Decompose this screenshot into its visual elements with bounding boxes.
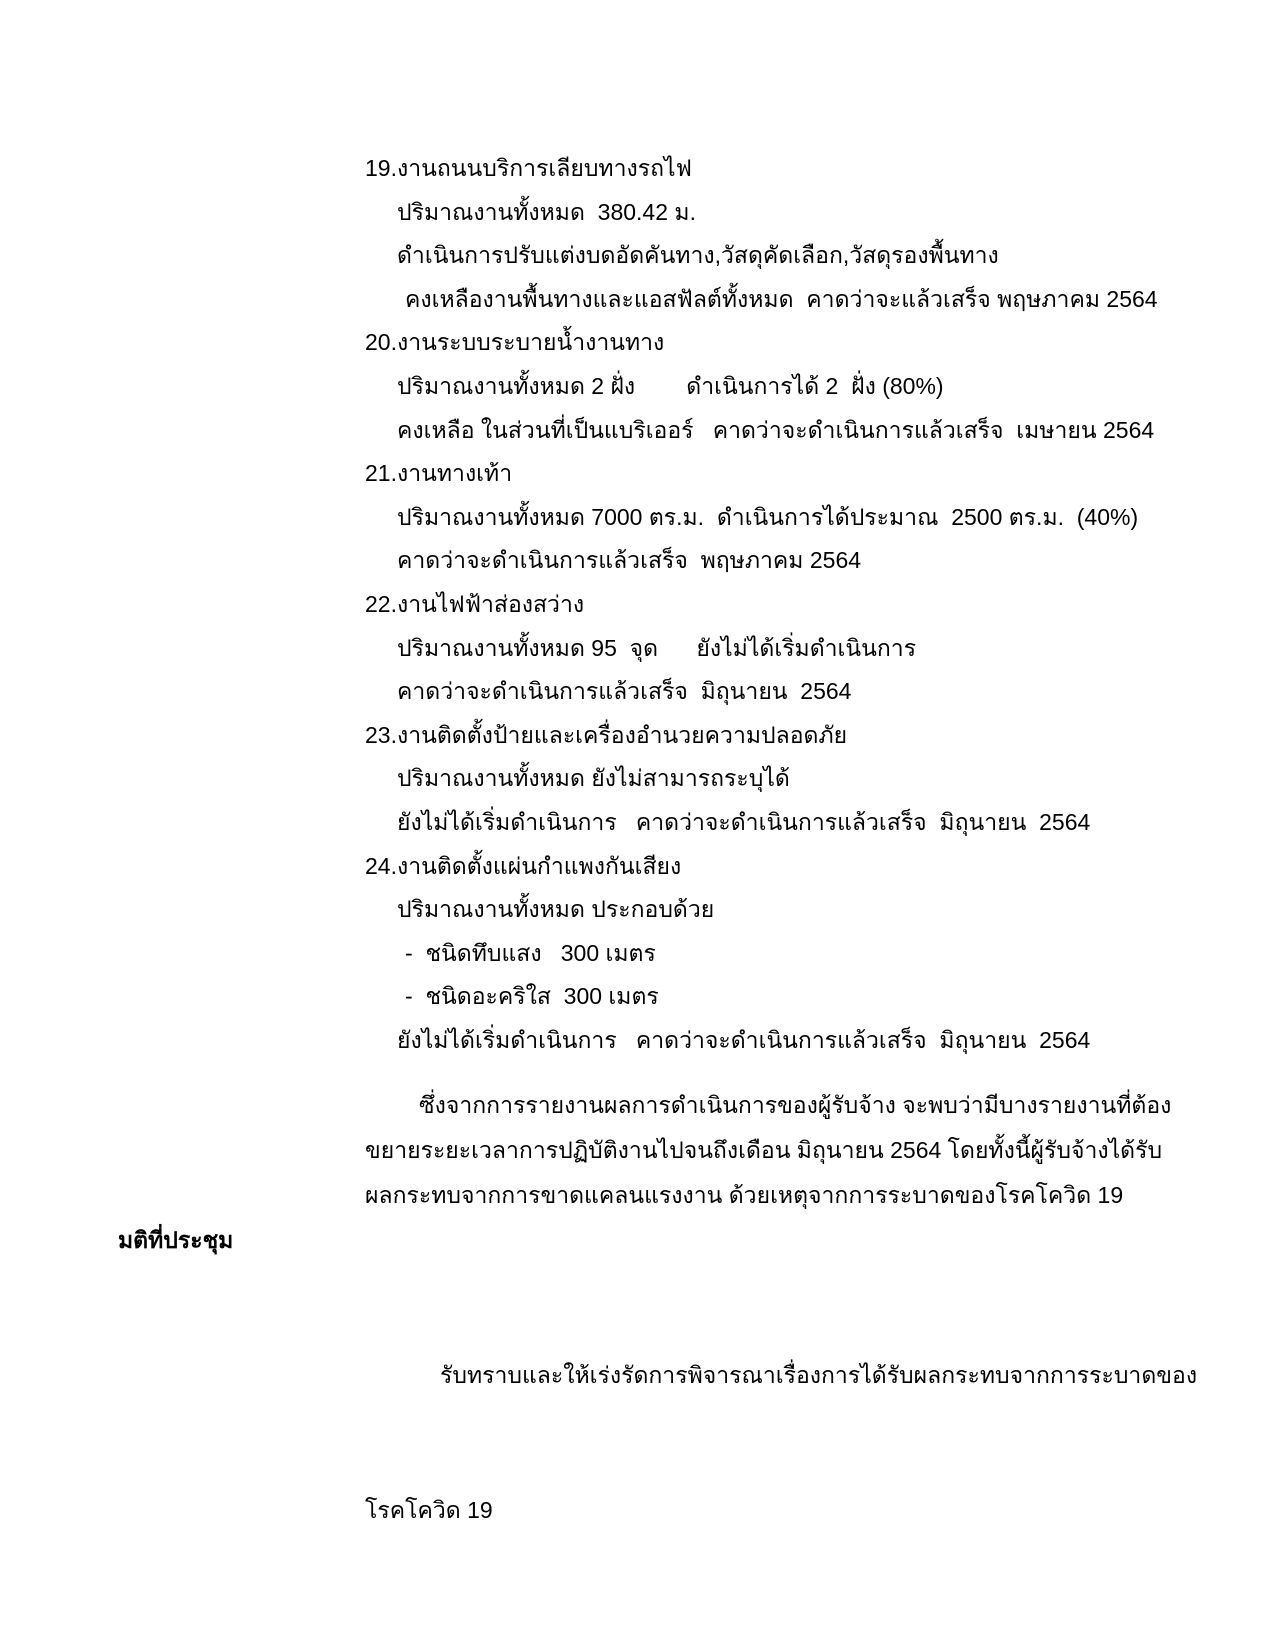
- item-number: 22.: [365, 590, 397, 617]
- resolution-row: [118, 1218, 1198, 1488]
- work-item-19: [365, 147, 1158, 321]
- item-number: 19.: [365, 155, 397, 181]
- item-detail-line: ปริมาณงานทั้งหมด 2 ฝั่ง ดำเนินการได้ 2 ฝั่ง (80%): [397, 372, 944, 399]
- item-number: 20.: [365, 329, 397, 356]
- item-detail-line: คงเหลืองานพื้นทางและแอสฟัลต์ทั้งหมด คาดว่าจะแล้วเสร็จ พฤษภาคม 2564: [405, 285, 1158, 312]
- item-title: งานไฟฟ้าส่องสว่าง: [397, 590, 585, 617]
- work-item-header: [365, 321, 1125, 365]
- item-title: งานระบบระบายน้ำงานทาง: [397, 329, 665, 356]
- work-item-header: [365, 714, 1125, 758]
- resolution-label: มติที่ประชุม: [118, 1227, 234, 1253]
- work-item-21: [365, 452, 1139, 583]
- item-number: 21.: [365, 460, 397, 487]
- item-title: งานติดตั้งป้ายและเครื่องอำนวยความปลอดภัย: [397, 721, 848, 748]
- work-item-20: [365, 321, 1155, 452]
- closing-paragraph-line: ขยายระยะเวลาการปฏิบัติงานไปจนถึงเดือน มิถุนายน 2564 โดยทั้งนี้ผู้รับจ้างได้รับ: [365, 1137, 1163, 1163]
- work-item-24: [365, 845, 1125, 1063]
- work-item-23: [365, 714, 1125, 845]
- item-detail-line: ปริมาณงานทั้งหมด ประกอบด้วย: [397, 896, 715, 923]
- work-item-header: [365, 845, 1125, 889]
- item-detail-line: ปริมาณงานทั้งหมด 380.42 ม.: [397, 198, 696, 225]
- item-detail-line: ปริมาณงานทั้งหมด 7000 ตร.ม. ดำเนินการได้ประมาณ 2500 ตร.ม. (40%): [397, 503, 1139, 530]
- closing-paragraph-line: ผลกระทบจากการขาดแคลนแรงงาน ด้วยเหตุจากการระบาดของโรคโควิด 19: [365, 1182, 1124, 1208]
- closing-section: [118, 1083, 1198, 1533]
- item-number: 23.: [365, 721, 397, 748]
- item-detail-line: ดำเนินการปรับแต่งบดอัดคันทาง,วัสดุคัดเลือก,วัสดุรองพื้นทาง: [397, 242, 999, 269]
- work-progress-list: [365, 147, 1158, 1062]
- resolution-text-line: รับทราบและให้เร่งรัดการพิจารณาเรื่องการได้รับผลกระทบจากการระบาดของ: [440, 1362, 1198, 1388]
- work-item-22: [365, 583, 1125, 714]
- item-title: งานถนนบริการเลียบทางรถไฟ: [397, 155, 692, 181]
- work-item-header: [365, 147, 1125, 191]
- item-title: งานติดตั้งแผ่นกำแพงกันเสียง: [397, 852, 682, 879]
- item-detail-line: ปริมาณงานทั้งหมด ยังไม่สามารถระบุได้: [397, 765, 790, 792]
- item-detail-line: ปริมาณงานทั้งหมด 95 จุด ยังไม่ได้เริ่มดำเนินการ: [397, 634, 917, 661]
- work-item-header: [365, 583, 1125, 627]
- item-detail-line: ยังไม่ได้เริ่มดำเนินการ คาดว่าจะดำเนินการแล้วเสร็จ มิถุนายน 2564: [397, 808, 1091, 835]
- closing-paragraph-line: ซึ่งจากการรายงานผลการดำเนินการของผู้รับจ้าง จะพบว่ามีบางรายงานที่ต้อง: [419, 1092, 1172, 1118]
- item-detail-line: คงเหลือ ในส่วนที่เป็นแบริเออร์ คาดว่าจะดำเนินการแล้วเสร็จ เมษายน 2564: [397, 416, 1155, 443]
- item-detail-line: คาดว่าจะดำเนินการแล้วเสร็จ พฤษภาคม 2564: [397, 547, 862, 574]
- item-title: งานทางเท้า: [397, 460, 513, 487]
- work-item-header: [365, 452, 1125, 496]
- resolution-text-line: โรคโควิด 19: [365, 1497, 493, 1523]
- item-bullet-line: - ชนิดอะคริใส 300 เมตร: [405, 983, 659, 1010]
- item-bullet-line: - ชนิดทึบแสง 300 เมตร: [405, 939, 656, 966]
- item-detail-line: ยังไม่ได้เริ่มดำเนินการ คาดว่าจะดำเนินการแล้วเสร็จ มิถุนายน 2564: [397, 1026, 1091, 1053]
- item-detail-line: คาดว่าจะดำเนินการแล้วเสร็จ มิถุนายน 2564: [397, 678, 852, 705]
- item-number: 24.: [365, 852, 397, 879]
